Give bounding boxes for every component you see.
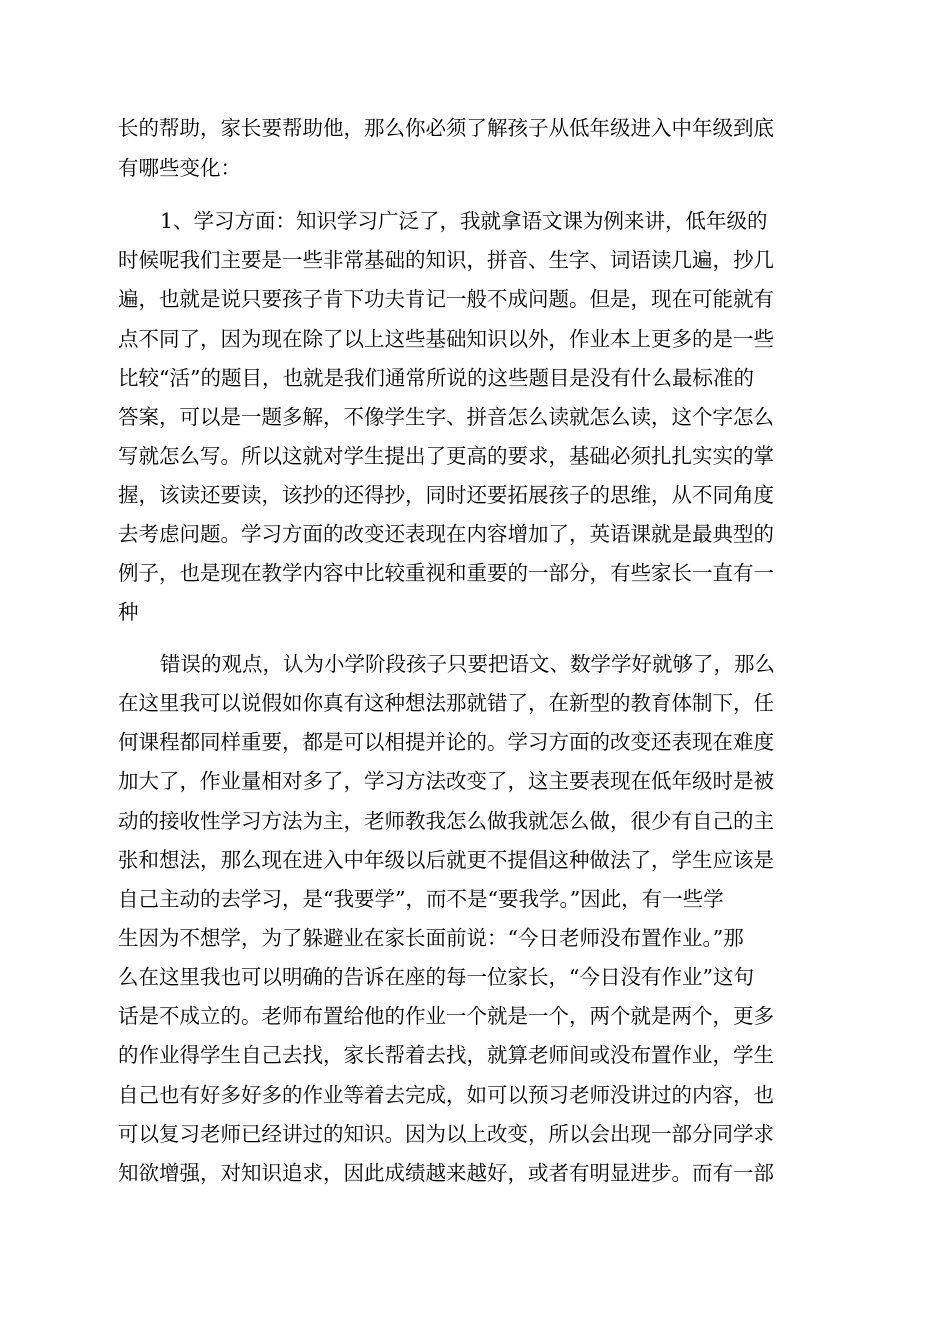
text-line: 种 [118,600,139,624]
text-line: 1、学习方面：知识学习广泛了，我就拿语文课为例来讲，低年级的 [160,209,768,233]
text-line: 点不同了，因为现在除了以上这些基础知识以外，作业本上更多的是一些 [118,327,774,351]
text-line: 动的接收性学习方法为主，老师教我怎么做我就怎么做，很少有自己的主 [118,809,774,833]
text-line: 自己主动的去学习，是“我要学”，而不是“要我学。”因此，有一些学 [118,887,724,911]
text-line: 在这里我可以说假如你真有这种想法那就错了，在新型的教育体制下，任 [118,691,774,715]
text-line: 有哪些变化： [118,156,241,180]
text-line: 握，该读还要读，该抄的还得抄，同时还要拓展孩子的思维，从不同角度 [118,483,774,507]
text-line: 自己也有好多好多的作业等着去完成，如可以预习老师没讲过的内容，也 [118,1083,774,1107]
text-line: 生因为不想学，为了躲避业在家长面前说：“今日老师没布置作业。”那 [118,926,744,950]
text-line: 何课程都同样重要，都是可以相提并论的。学习方面的改变还表现在难度 [118,730,774,754]
text-line: 错误的观点，认为小学阶段孩子只要把语文、数学学好就够了，那么 [160,652,775,676]
text-line: 去考虑问题。学习方面的改变还表现在内容增加了，英语课就是最典型的 [118,522,774,546]
text-line: 答案，可以是一题多解，不像学生字、拼音怎么读就怎么读，这个字怎么 [118,405,774,429]
text-line: 可以复习老师已经讲过的知识。因为以上改变，所以会出现一部分同学求 [118,1122,774,1146]
text-line: 时候呢我们主要是一些非常基础的知识，拼音、生字、词语读几遍，抄几 [118,248,774,272]
text-line: 话是不成立的。老师布置给他的作业一个就是一个，两个就是两个，更多 [118,1004,774,1028]
text-line: 比较“活”的题目，也就是我们通常所说的这些题目是没有什么最标准的 [118,366,754,390]
text-line: 写就怎么写。所以这就对学生提出了更高的要求，基础必须扎扎实实的掌 [118,444,774,468]
text-line: 遍，也就是说只要孩子肯下功夫肯记一般不成问题。但是，现在可能就有 [118,287,774,311]
text-line: 的作业得学生自己去找，家长帮着去找，就算老师间或没布置作业，学生 [118,1043,774,1067]
text-line: 知欲增强，对知识追求，因此成绩越来越好，或者有明显进步。而有一部 [118,1161,774,1185]
text-line: 长的帮助，家长要帮助他，那么你必须了解孩子从低年级进入中年级到底 [118,116,774,140]
text-line: 么在这里我也可以明确的告诉在座的每一位家长，“今日没有作业”这句 [118,965,754,989]
text-line: 例子，也是现在教学内容中比较重视和重要的一部分，有些家长一直有一 [118,561,774,585]
text-line: 加大了，作业量相对多了，学习方法改变了，这主要表现在低年级时是被 [118,769,774,793]
text-line: 张和想法，那么现在进入中年级以后就更不提倡这种做法了，学生应该是 [118,848,774,872]
